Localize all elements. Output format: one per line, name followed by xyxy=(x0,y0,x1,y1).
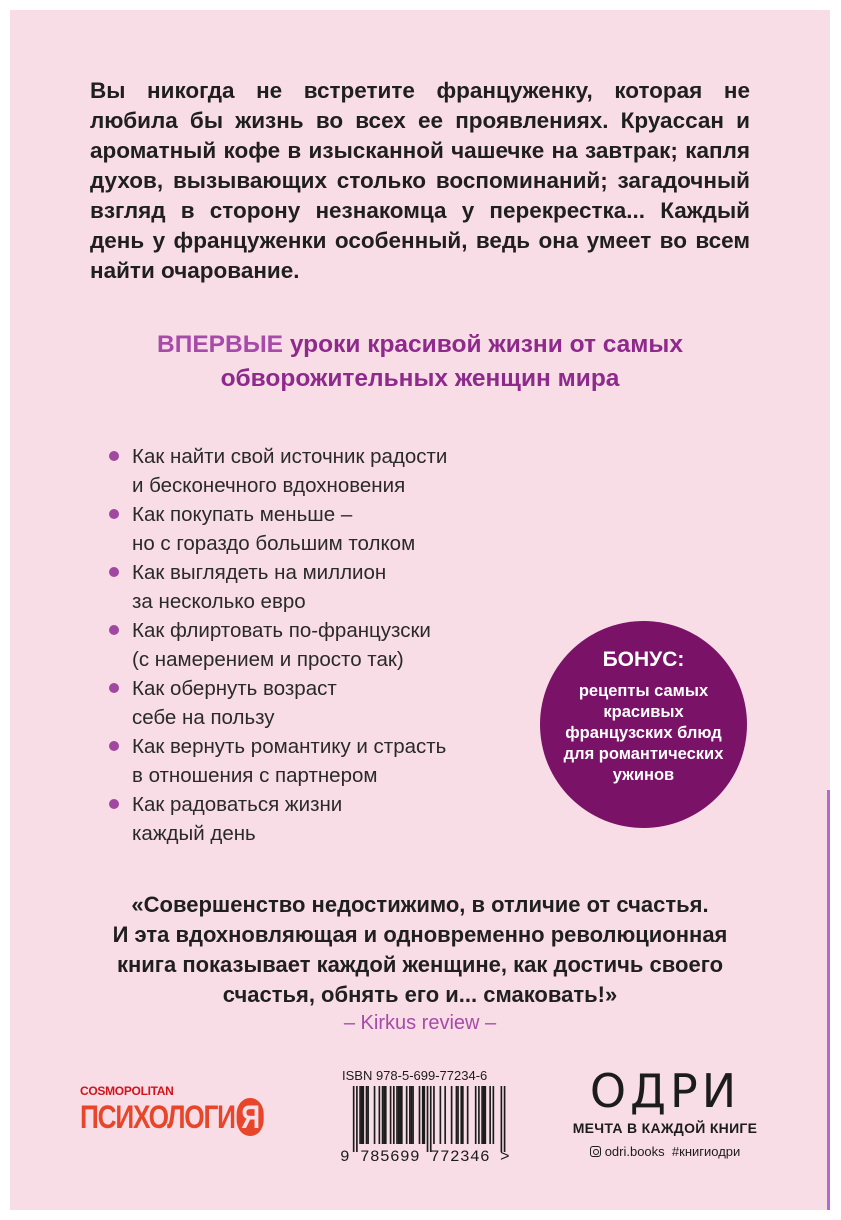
hashtag: #книгиодри xyxy=(671,1144,741,1159)
barcode-bar xyxy=(353,1086,355,1152)
barcode-bar xyxy=(485,1086,487,1144)
barcode-bar xyxy=(411,1086,413,1144)
isbn-label: ISBN 978-5-699-77234-6 xyxy=(342,1068,488,1083)
quote-source: – Kirkus review – xyxy=(343,1012,497,1034)
barcode-bar xyxy=(456,1086,458,1144)
list-item: Как выглядеть на миллион за несколько евро xyxy=(106,558,526,616)
list-item: Как радоваться жизни каждый день xyxy=(106,790,526,848)
bullet-dot-icon xyxy=(109,451,119,461)
bullet-dot-icon xyxy=(109,741,119,751)
list-item: Как найти свой источник радости и бесконечного вдохновения xyxy=(106,442,526,500)
barcode-bar xyxy=(483,1086,485,1144)
barcode-bar xyxy=(489,1086,491,1144)
barcode-bar xyxy=(379,1086,381,1144)
barcode-bar xyxy=(451,1086,453,1144)
barcode-bar xyxy=(399,1086,401,1144)
barcode-bar xyxy=(385,1086,387,1144)
cover-edge-stripe xyxy=(827,790,830,1210)
barcode-icon xyxy=(340,1086,515,1152)
barcode-bar xyxy=(382,1086,384,1144)
barcode-bar xyxy=(475,1086,477,1144)
barcode-bar xyxy=(356,1086,358,1152)
barcode-bar xyxy=(419,1086,421,1144)
barcode-bar xyxy=(501,1086,503,1152)
list-item: Как покупать меньше – но с гораздо большим толком xyxy=(106,500,526,558)
barcode-bar xyxy=(460,1086,462,1144)
barcode-bar xyxy=(481,1086,483,1144)
instagram-icon xyxy=(590,1146,601,1157)
logo-cosmopolitan-text: COSMOPOLITAN xyxy=(80,1084,174,1098)
barcode-bar xyxy=(383,1086,385,1144)
book-back-cover xyxy=(10,10,830,1210)
barcode-bar xyxy=(433,1086,435,1144)
headline-line1: уроки красивой жизни от самых xyxy=(289,331,683,358)
barcode-bar xyxy=(423,1086,425,1144)
cosmopolitan-psychology-logo xyxy=(80,1084,305,1144)
intro-paragraph: Вы никогда не встретите француженку, которая не любила бы жизнь во всех ее проявлениях. Круассан и ароматный кофе в изысканной чашечке на завтрак; капля духов, вызывающих столько воспоминаний; загадочный взгляд в сторону незнакомца у перекрестка... Каждый день у француженки особенный, ведь она умеет во всем найти очарование. xyxy=(90,78,750,283)
list-item: Как вернуть романтику и страсть в отношения с партнером xyxy=(106,732,526,790)
social-handle: odri.books xyxy=(604,1144,665,1159)
barcode-bar xyxy=(362,1086,364,1144)
bullet-dot-icon xyxy=(109,567,119,577)
barcode-bar xyxy=(427,1086,429,1152)
barcode-bar xyxy=(393,1086,395,1144)
barcode-block xyxy=(340,1068,530,1168)
bullet-dot-icon xyxy=(109,509,119,519)
barcode-bar xyxy=(457,1086,459,1144)
barcode-bar xyxy=(444,1086,446,1144)
barcode-bar xyxy=(412,1086,414,1144)
publisher-logo xyxy=(570,1062,760,1159)
barcode-bar xyxy=(504,1086,506,1152)
list-item: Как флиртовать по-французски (с намерением и просто так) xyxy=(106,616,526,674)
barcode-bar xyxy=(366,1086,368,1144)
barcode-bar xyxy=(440,1086,442,1144)
barcode-bar xyxy=(359,1086,361,1144)
barcode-bar xyxy=(406,1086,408,1144)
bullet-dot-icon xyxy=(109,683,119,693)
barcode-bar xyxy=(374,1086,376,1144)
barcode-bar xyxy=(467,1086,469,1144)
headline xyxy=(70,328,770,396)
barcode-bar xyxy=(401,1086,403,1144)
barcode-bar xyxy=(390,1086,392,1144)
review-quote: «Совершенство недостижимо, в отличие от счастья. И эта вдохновляющая и одновременно революционная книга показывает каждой женщине, как достичь своего счастья, обнять его и... смаковать!» xyxy=(112,892,728,1007)
benefits-list xyxy=(106,442,526,848)
barcode-bar xyxy=(462,1086,464,1144)
barcode-bar xyxy=(409,1086,411,1144)
logo-psychology-text: ПСИХОЛОГИ Я xyxy=(80,1098,264,1136)
list-item: Как обернуть возраст себе на пользу xyxy=(106,674,526,732)
barcode-bar xyxy=(478,1086,480,1144)
publisher-social xyxy=(570,1144,760,1159)
bonus-title: БОНУС: xyxy=(602,648,685,671)
publisher-name: ОДРИ xyxy=(589,1064,741,1118)
barcode-bar xyxy=(361,1086,363,1144)
headline-highlight: ВПЕРВЫЕ xyxy=(157,331,284,358)
barcode-digits: 9 785699 772346 > xyxy=(340,1148,511,1166)
barcode-bar xyxy=(493,1086,495,1144)
barcode-bar xyxy=(398,1086,400,1144)
barcode-bar xyxy=(430,1086,432,1152)
barcode-bar xyxy=(422,1086,424,1144)
barcode-bar xyxy=(367,1086,369,1144)
bullet-dot-icon xyxy=(109,799,119,809)
barcode-bar xyxy=(396,1086,398,1144)
headline-line2: обворожительных женщин мира xyxy=(220,365,620,392)
publisher-slogan: МЕЧТА В КАЖДОЙ КНИГЕ xyxy=(572,1120,758,1136)
bonus-text: рецепты самых красивых французских блюд для романтических ужинов xyxy=(563,682,724,784)
bonus-badge xyxy=(540,621,747,828)
bullet-dot-icon xyxy=(109,625,119,635)
